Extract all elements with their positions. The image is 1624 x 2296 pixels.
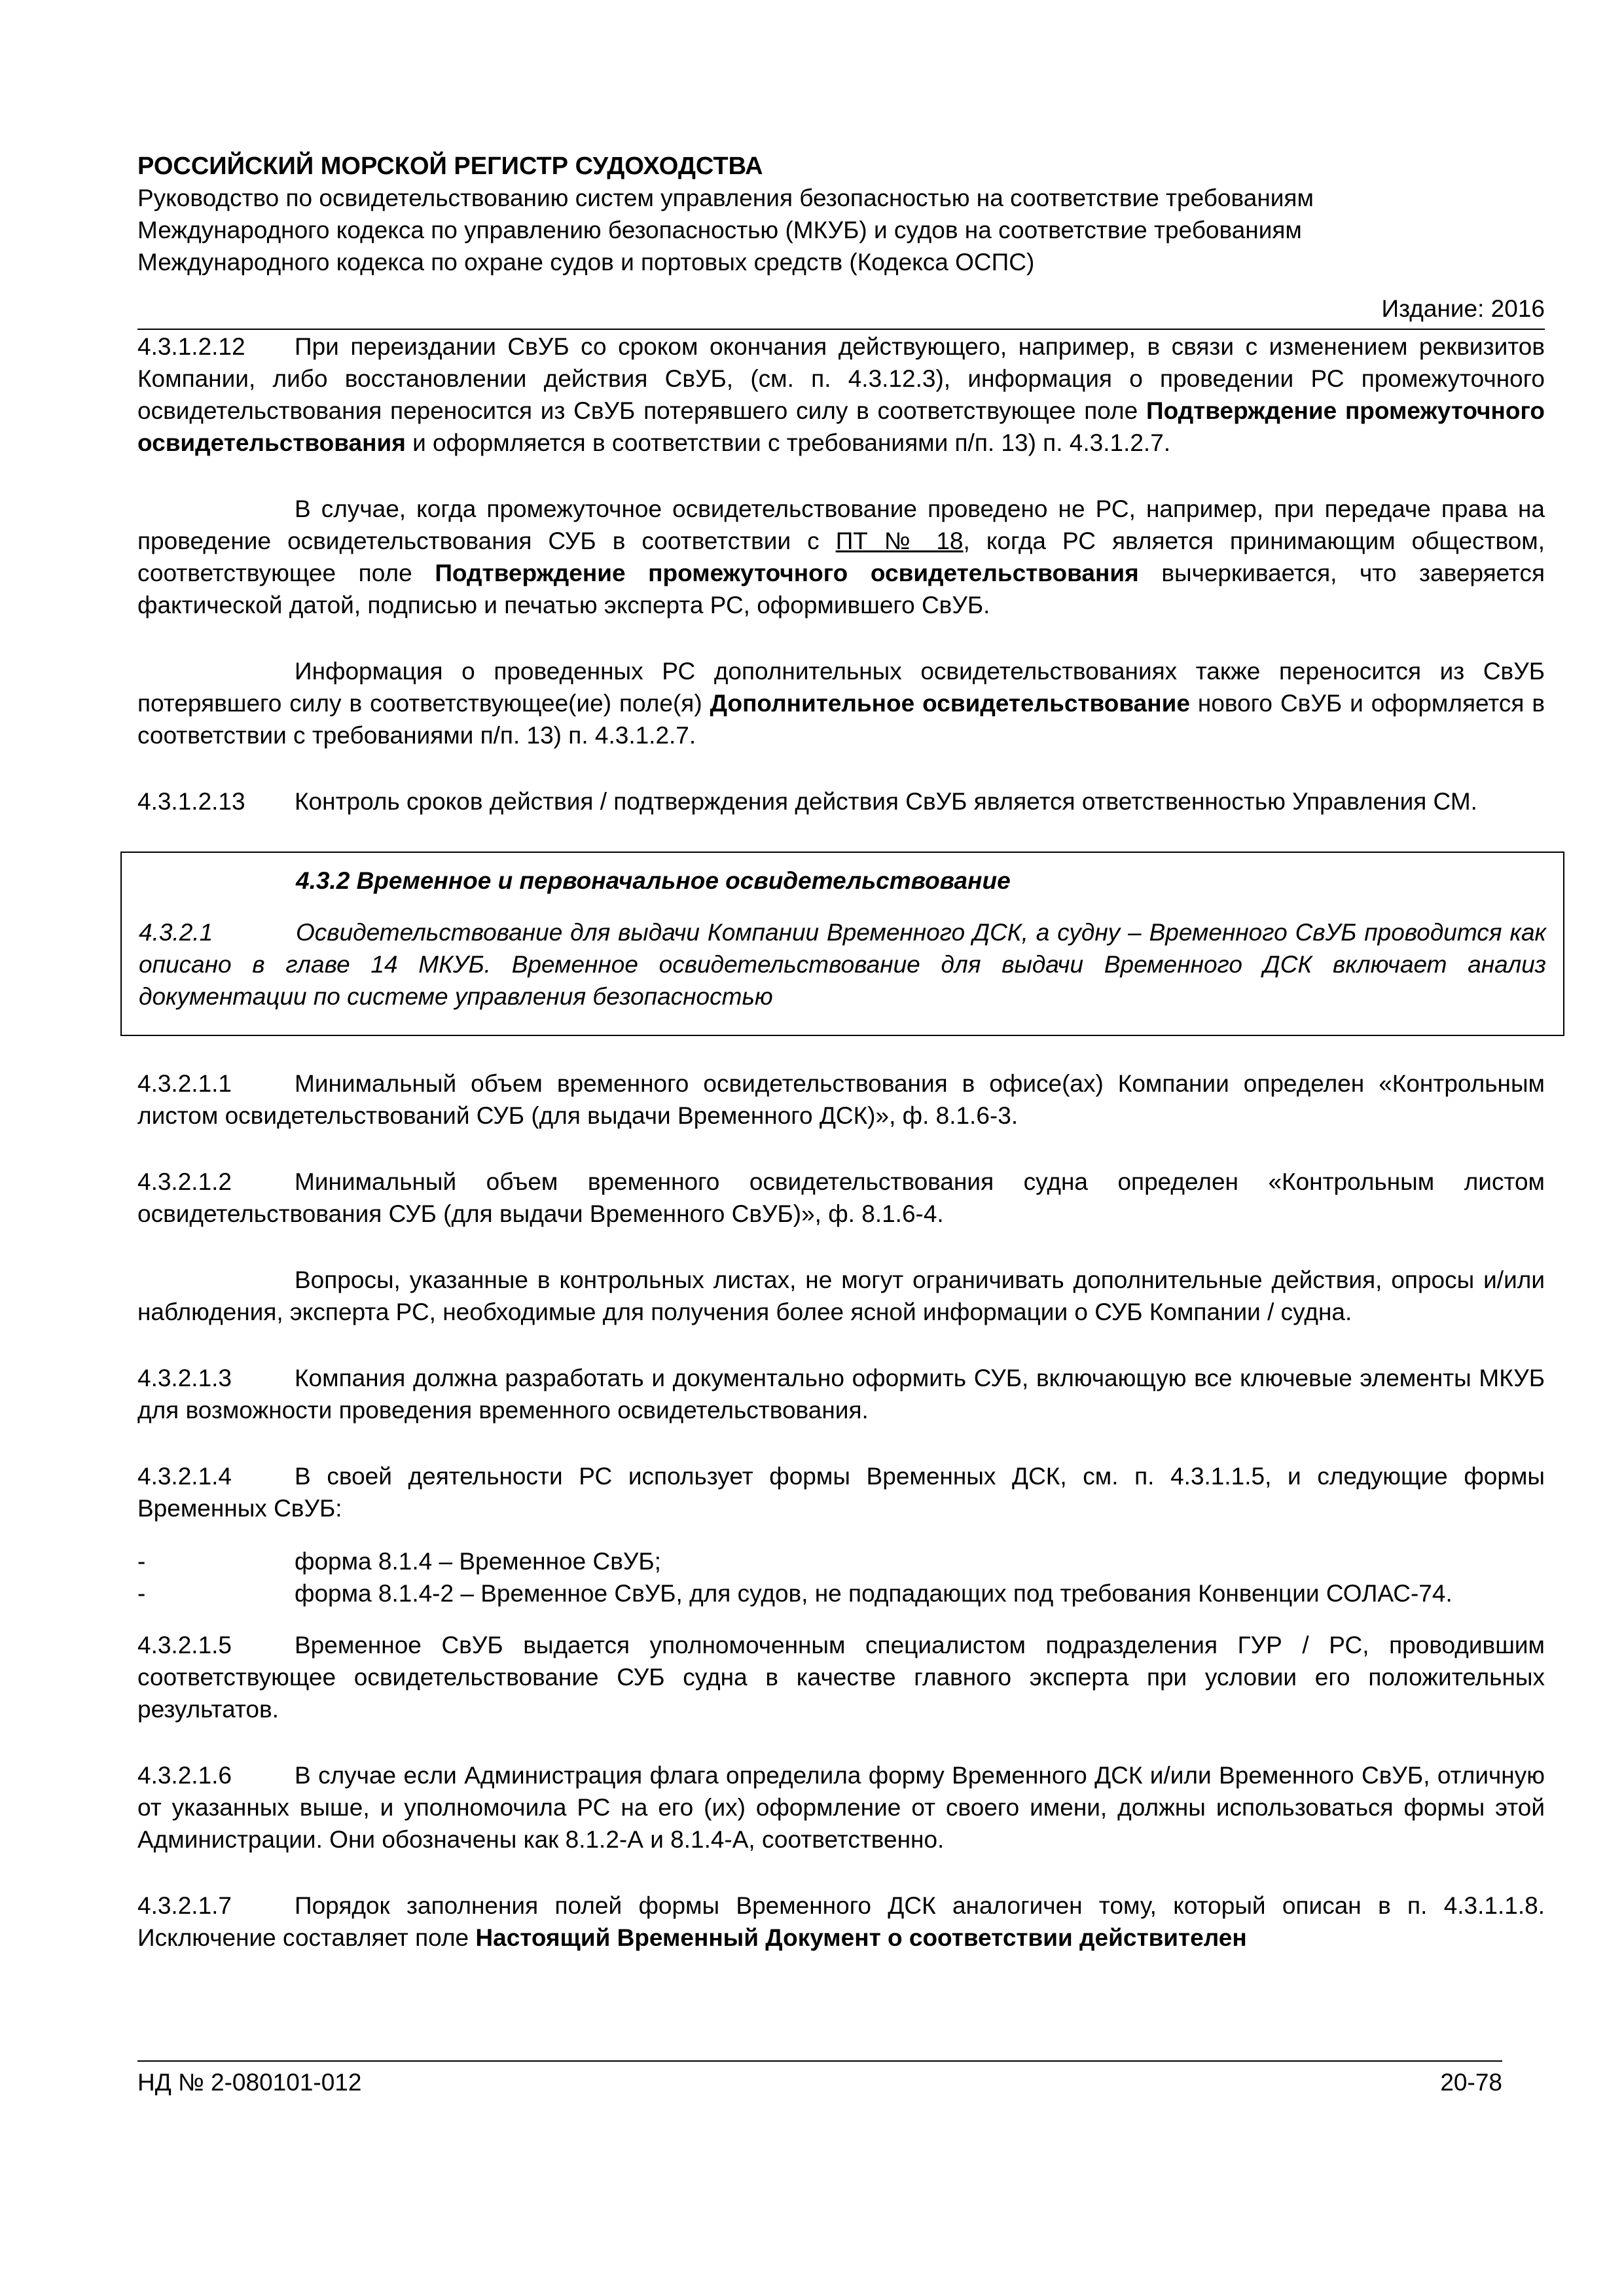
field-name-bold: Подтверждение промежуточного освидетельствования <box>137 397 1545 456</box>
list-bullet: - <box>137 1548 146 1575</box>
paragraph-number: 4.3.2.1.4 <box>137 1463 232 1490</box>
paragraph-4-3-2-1-1 <box>137 1067 1545 1132</box>
paragraph-text: При переиздании СвУБ со сроком окончания действующего, например, в связи с изменением реквизитов Компании, либо восстановлении действия СвУБ, (см. п. 4.3.12.3), информация о проведении РС промежуточного освидетельствования переносится из СвУБ потерявшего силу в соответствующее поле <box>137 333 1545 424</box>
paragraph-text: , когда РС является принимающим обществом, соответствующее поле <box>137 528 1545 586</box>
paragraph-text: Контроль сроков действия / подтверждения действия СвУБ является ответственностью Управления СМ. <box>295 788 1477 815</box>
paragraph-number: 4.3.1.2.13 <box>137 788 245 815</box>
paragraph-4-3-2-1-2 <box>137 1166 1545 1230</box>
paragraph-text: В случае если Администрация флага определила форму Временного ДСК и/или Временного СвУБ, отличную от указанных выше, и уполномочила РС на его (их) оформление от своего имени, должны использоваться формы этой Администрации. Они обозначены как 8.1.2-А и 8.1.4-А, соответственно. <box>137 1762 1545 1853</box>
field-name-bold: Дополнительное освидетельствование <box>710 690 1190 717</box>
paragraph-4-3-1-2-13 <box>137 785 1545 817</box>
paragraph-continuation <box>137 655 1545 751</box>
paragraph-text: Вопросы, указанные в контрольных листах, не могут ограничивать дополнительные действия, опросы и/или наблюдения, эксперта РС, необходимые для получения более ясной информации о СУБ Компании / судна. <box>137 1266 1545 1325</box>
paragraph-text: вычеркивается, что заверяется фактической датой, подписью и печатью эксперта РС, оформившего СвУБ. <box>137 560 1545 619</box>
paragraph-number: 4.3.2.1.7 <box>137 1892 232 1919</box>
header-divider <box>137 329 1545 330</box>
reference-link-pt-18[interactable]: ПТ № 18 <box>835 528 964 554</box>
list-item <box>137 1577 1545 1609</box>
page-number: 20-78 <box>1440 2069 1502 2096</box>
list-item <box>137 1545 1545 1577</box>
paragraph-4-3-2-1-3 <box>137 1362 1545 1426</box>
paragraph-4-3-2-1-7 <box>137 1890 1545 1954</box>
field-name-bold: Подтверждение промежуточного освидетельствования <box>435 560 1139 586</box>
footer-divider <box>137 2060 1502 2062</box>
paragraph-text: Временное СвУБ выдается уполномоченным специалистом подразделения ГУР / РС, проводившим соответствующее освидетельствование СУБ судна в качестве главного эксперта при условии его положительных результатов. <box>137 1632 1545 1723</box>
paragraph-text: В случае, когда промежуточное освидетельствование проведено не РС, например, при передаче права на проведение освидетельствования СУБ в соответствии с <box>137 495 1545 554</box>
paragraph-number: 4.3.2.1 <box>139 919 213 946</box>
paragraph-4-3-1-2-12 <box>137 331 1545 459</box>
document-body <box>137 331 1545 1988</box>
organization-title: РОССИЙСКИЙ МОРСКОЙ РЕГИСТР СУДОХОДСТВА <box>137 152 763 180</box>
paragraph-number: 4.3.2.1.1 <box>137 1070 232 1097</box>
paragraph-4-3-2-1 <box>139 916 1546 1013</box>
paragraph-text: нового СвУБ и оформляется в соответствии с требованиями п/п. 13) п. 4.3.1.2.7. <box>137 690 1545 749</box>
section-box-4-3-2 <box>120 852 1564 1036</box>
paragraph-text: Компания должна разработать и документально оформить СУБ, включающую все ключевые элементы МКУБ для возможности проведения временного освидетельствования. <box>137 1365 1545 1424</box>
paragraph-continuation <box>137 493 1545 621</box>
list-item-text: форма 8.1.4 – Временное СвУБ; <box>295 1548 661 1575</box>
paragraph-text: и оформляется в соответствии с требованиями п/п. 13) п. 4.3.1.2.7. <box>412 429 1171 456</box>
paragraph-number: 4.3.2.1.6 <box>137 1762 232 1789</box>
paragraph-number: 4.3.2.1.2 <box>137 1168 232 1195</box>
document-header <box>137 151 1545 278</box>
paragraph-text: В своей деятельности РС использует формы Временных ДСК, см. п. 4.3.1.1.5, и следующие формы Временных СвУБ: <box>137 1463 1545 1522</box>
guide-title-line-1: Руководство по освидетельствованию систем управления безопасностью на соответствие требованиям <box>137 185 1314 211</box>
document-number: НД № 2-080101-012 <box>137 2069 362 2096</box>
paragraph-4-3-2-1-4 <box>137 1460 1545 1524</box>
edition-label: Издание: 2016 <box>1381 295 1545 322</box>
paragraph-text: Порядок заполнения полей формы Временного ДСК аналогичен тому, который описан в п. 4.3.1.1.8. Исключение составляет поле <box>137 1892 1545 1951</box>
guide-title-line-2: Международного кодекса по управлению безопасностью (МКУБ) и судов на соответствие требованиям <box>137 217 1302 243</box>
paragraph-continuation <box>137 1264 1545 1328</box>
guide-title-line-3: Международного кодекса по охране судов и портовых средств (Кодекса ОСПС) <box>137 249 1035 276</box>
paragraph-4-3-2-1-6 <box>137 1759 1545 1856</box>
paragraph-text: Информация о проведенных РС дополнительных освидетельствованиях также переносится из СвУБ потерявшего силу в соответствующее(ие) поле(я) <box>137 658 1545 717</box>
list-bullet: - <box>137 1580 146 1607</box>
forms-list <box>137 1545 1545 1609</box>
paragraph-number: 4.3.2.1.3 <box>137 1365 232 1391</box>
paragraph-text: Минимальный объем временного освидетельствования в офисе(ах) Компании определен «Контрольным листом освидетельствований СУБ (для выдачи Временного ДСК)», ф. 8.1.6-3. <box>137 1070 1545 1129</box>
field-name-bold: Настоящий Временный Документ о соответствии действителен <box>475 1924 1247 1951</box>
paragraph-4-3-2-1-5 <box>137 1629 1545 1725</box>
paragraph-number: 4.3.1.2.12 <box>137 333 245 360</box>
section-heading: 4.3.2 Временное и первоначальное освидетельствование <box>296 867 1011 894</box>
paragraph-number: 4.3.2.1.5 <box>137 1632 232 1659</box>
list-item-text: форма 8.1.4-2 – Временное СвУБ, для судов, не подпадающих под требования Конвенции СОЛАС-74. <box>295 1580 1453 1607</box>
paragraph-text: Минимальный объем временного освидетельствования судна определен «Контрольным листом освидетельствования СУБ (для выдачи Временного СвУБ)», ф. 8.1.6-4. <box>137 1168 1545 1227</box>
paragraph-text: Освидетельствование для выдачи Компании Временного ДСК, а судну – Временного СвУБ проводится как описано в главе 14 МКУБ. Временное освидетельствование для выдачи Временного ДСК включает анализ документации по системе управления безопасностью <box>139 919 1546 1010</box>
